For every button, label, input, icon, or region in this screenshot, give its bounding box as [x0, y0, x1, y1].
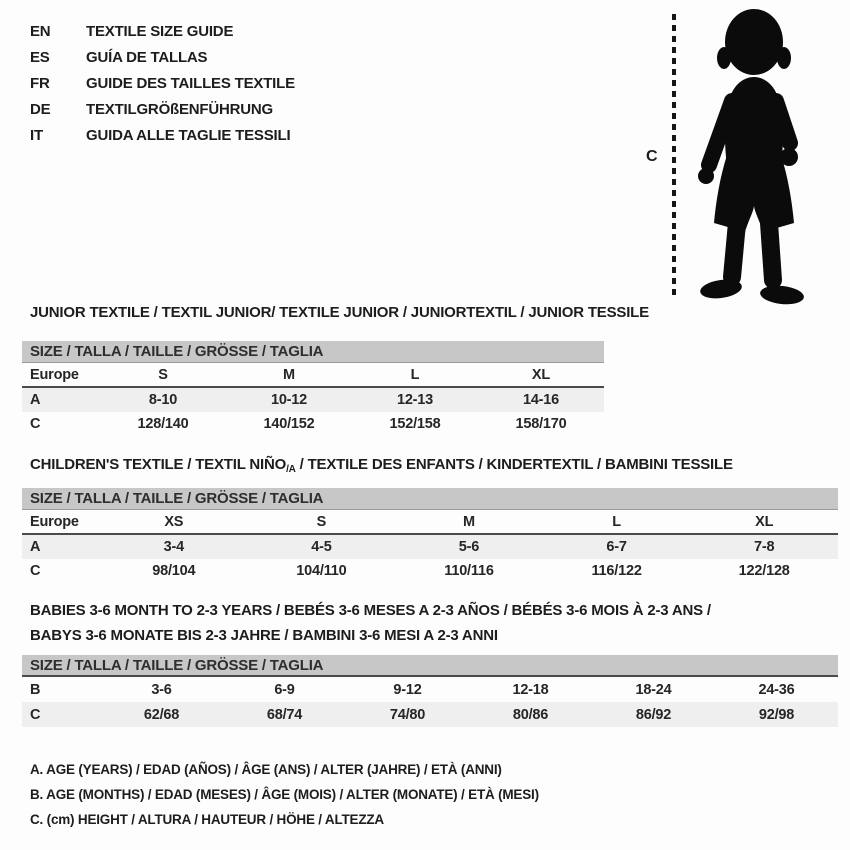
table-cell: 12-13: [396, 392, 434, 408]
row-label: A: [30, 392, 41, 408]
size-bar: SIZE / TALLA / TAILLE / GRÖSSE / TAGLIA: [22, 655, 838, 677]
junior-section-heading: JUNIOR TEXTILE / TEXTIL JUNIOR/ TEXTILE JUNIOR / JUNIORTEXTIL / JUNIOR TESSILE: [30, 304, 649, 321]
table-row: [22, 388, 604, 412]
row-label: C: [30, 416, 41, 432]
figure-area: [640, 0, 850, 320]
toddler-silhouette-icon: [685, 5, 815, 310]
table-cell: 62/68: [143, 706, 180, 723]
table-cell: S: [158, 366, 168, 383]
table-row: [22, 677, 838, 702]
table-cell: 86/92: [635, 706, 672, 723]
language-label: GUIDA ALLE TAGLIE TESSILI: [86, 126, 291, 144]
language-label: GUIDE DES TAILLES TEXTILE: [86, 74, 295, 92]
table-row: [22, 559, 838, 583]
table-cell: 8-10: [148, 392, 178, 408]
table-cell: L: [410, 366, 420, 383]
table-cell: 5-6: [458, 539, 480, 555]
footnote-legend: [30, 757, 539, 832]
row-label: Europe: [30, 366, 79, 383]
row-label: B: [30, 681, 41, 698]
table-cell: 128/140: [137, 416, 189, 432]
table-cell: 14-16: [522, 392, 560, 408]
table-cell: 18-24: [635, 681, 672, 698]
size-bar: SIZE / TALLA / TAILLE / GRÖSSE / TAGLIA: [22, 341, 604, 363]
language-list: [30, 18, 295, 148]
table-cell: 6-9: [274, 681, 295, 698]
height-measure-label: C: [646, 148, 658, 165]
children-size-table: [22, 488, 838, 583]
children-section-heading: [30, 456, 733, 475]
table-row: [22, 412, 604, 436]
table-cell: 24-36: [758, 681, 795, 698]
footnote-a: A. AGE (YEARS) / EDAD (AÑOS) / ÂGE (ANS) / ALTER (JAHRE) / ETÀ (ANNI): [30, 762, 502, 777]
language-label: TEXTILGRÖßENFÜHRUNG: [86, 100, 274, 118]
row-label: C: [30, 706, 41, 723]
row-label: C: [30, 563, 41, 579]
children-heading-pre: CHILDREN'S TEXTILE / TEXTIL NIÑO: [30, 456, 287, 473]
table-row: [22, 702, 838, 727]
table-row: [22, 510, 838, 535]
size-bar: SIZE / TALLA / TAILLE / GRÖSSE / TAGLIA: [22, 488, 838, 510]
table-cell: 68/74: [266, 706, 303, 723]
language-row-it: [30, 122, 295, 148]
table-cell: 158/170: [515, 416, 567, 432]
row-label: Europe: [30, 513, 79, 530]
language-code: EN: [30, 22, 51, 40]
table-cell: 152/158: [389, 416, 441, 432]
table-cell: 110/116: [444, 563, 494, 579]
table-cell: S: [316, 513, 327, 530]
language-label: TEXTILE SIZE GUIDE: [86, 22, 234, 40]
language-code: DE: [30, 100, 51, 118]
table-cell: L: [612, 513, 621, 530]
table-cell: 140/152: [263, 416, 315, 432]
language-code: FR: [30, 74, 50, 92]
children-heading-subscript: /A: [286, 464, 296, 475]
table-cell: 6-7: [606, 539, 627, 555]
language-code: IT: [30, 126, 43, 144]
table-cell: 80/86: [512, 706, 549, 723]
table-cell: XL: [755, 513, 774, 530]
table-cell: M: [463, 513, 475, 530]
table-cell: 3-4: [163, 539, 184, 555]
children-heading-post: / TEXTILE DES ENFANTS / KINDERTEXTIL / BAMBINI TESSILE: [295, 456, 733, 473]
table-cell: 92/98: [758, 706, 795, 723]
language-code: ES: [30, 48, 50, 66]
table-cell: M: [283, 366, 295, 383]
footnote-c: C. (cm) HEIGHT / ALTURA / HAUTEUR / HÖHE / ALTEZZA: [30, 812, 384, 827]
table-cell: 4-5: [311, 539, 332, 555]
language-row-fr: [30, 70, 295, 96]
table-row: [22, 363, 604, 388]
table-cell: 104/110: [296, 563, 347, 579]
language-row-es: [30, 44, 295, 70]
table-cell: 12-18: [512, 681, 549, 698]
row-label: A: [30, 539, 41, 555]
table-cell: 9-12: [393, 681, 422, 698]
table-cell: XL: [531, 366, 551, 383]
babies-heading-line2: BABYS 3-6 MONATE BIS 2-3 JAHRE / BAMBINI 3-6 MESI A 2-3 ANNI: [30, 627, 498, 644]
junior-size-table: [22, 341, 604, 436]
table-cell: 74/80: [389, 706, 426, 723]
babies-size-table: [22, 655, 838, 727]
table-cell: 98/104: [152, 563, 196, 579]
table-cell: 116/122: [591, 563, 642, 579]
table-row: [22, 535, 838, 559]
babies-heading-line1: BABIES 3-6 MONTH TO 2-3 YEARS / BEBÉS 3-6 MESES A 2-3 AÑOS / BÉBÉS 3-6 MOIS À 2-3 ANS /: [30, 602, 711, 619]
language-row-en: [30, 18, 295, 44]
table-cell: 122/128: [738, 563, 790, 579]
babies-section-heading: [30, 598, 711, 648]
language-label: GUÍA DE TALLAS: [86, 48, 208, 66]
height-measure-dotted-line: [672, 14, 676, 295]
language-row-de: [30, 96, 295, 122]
table-cell: 10-12: [270, 392, 308, 408]
table-cell: 3-6: [151, 681, 172, 698]
table-cell: XS: [164, 513, 184, 530]
footnote-b: B. AGE (MONTHS) / EDAD (MESES) / ÂGE (MOIS) / ALTER (MONATE) / ETÀ (MESI): [30, 787, 539, 802]
table-cell: 7-8: [753, 539, 775, 555]
